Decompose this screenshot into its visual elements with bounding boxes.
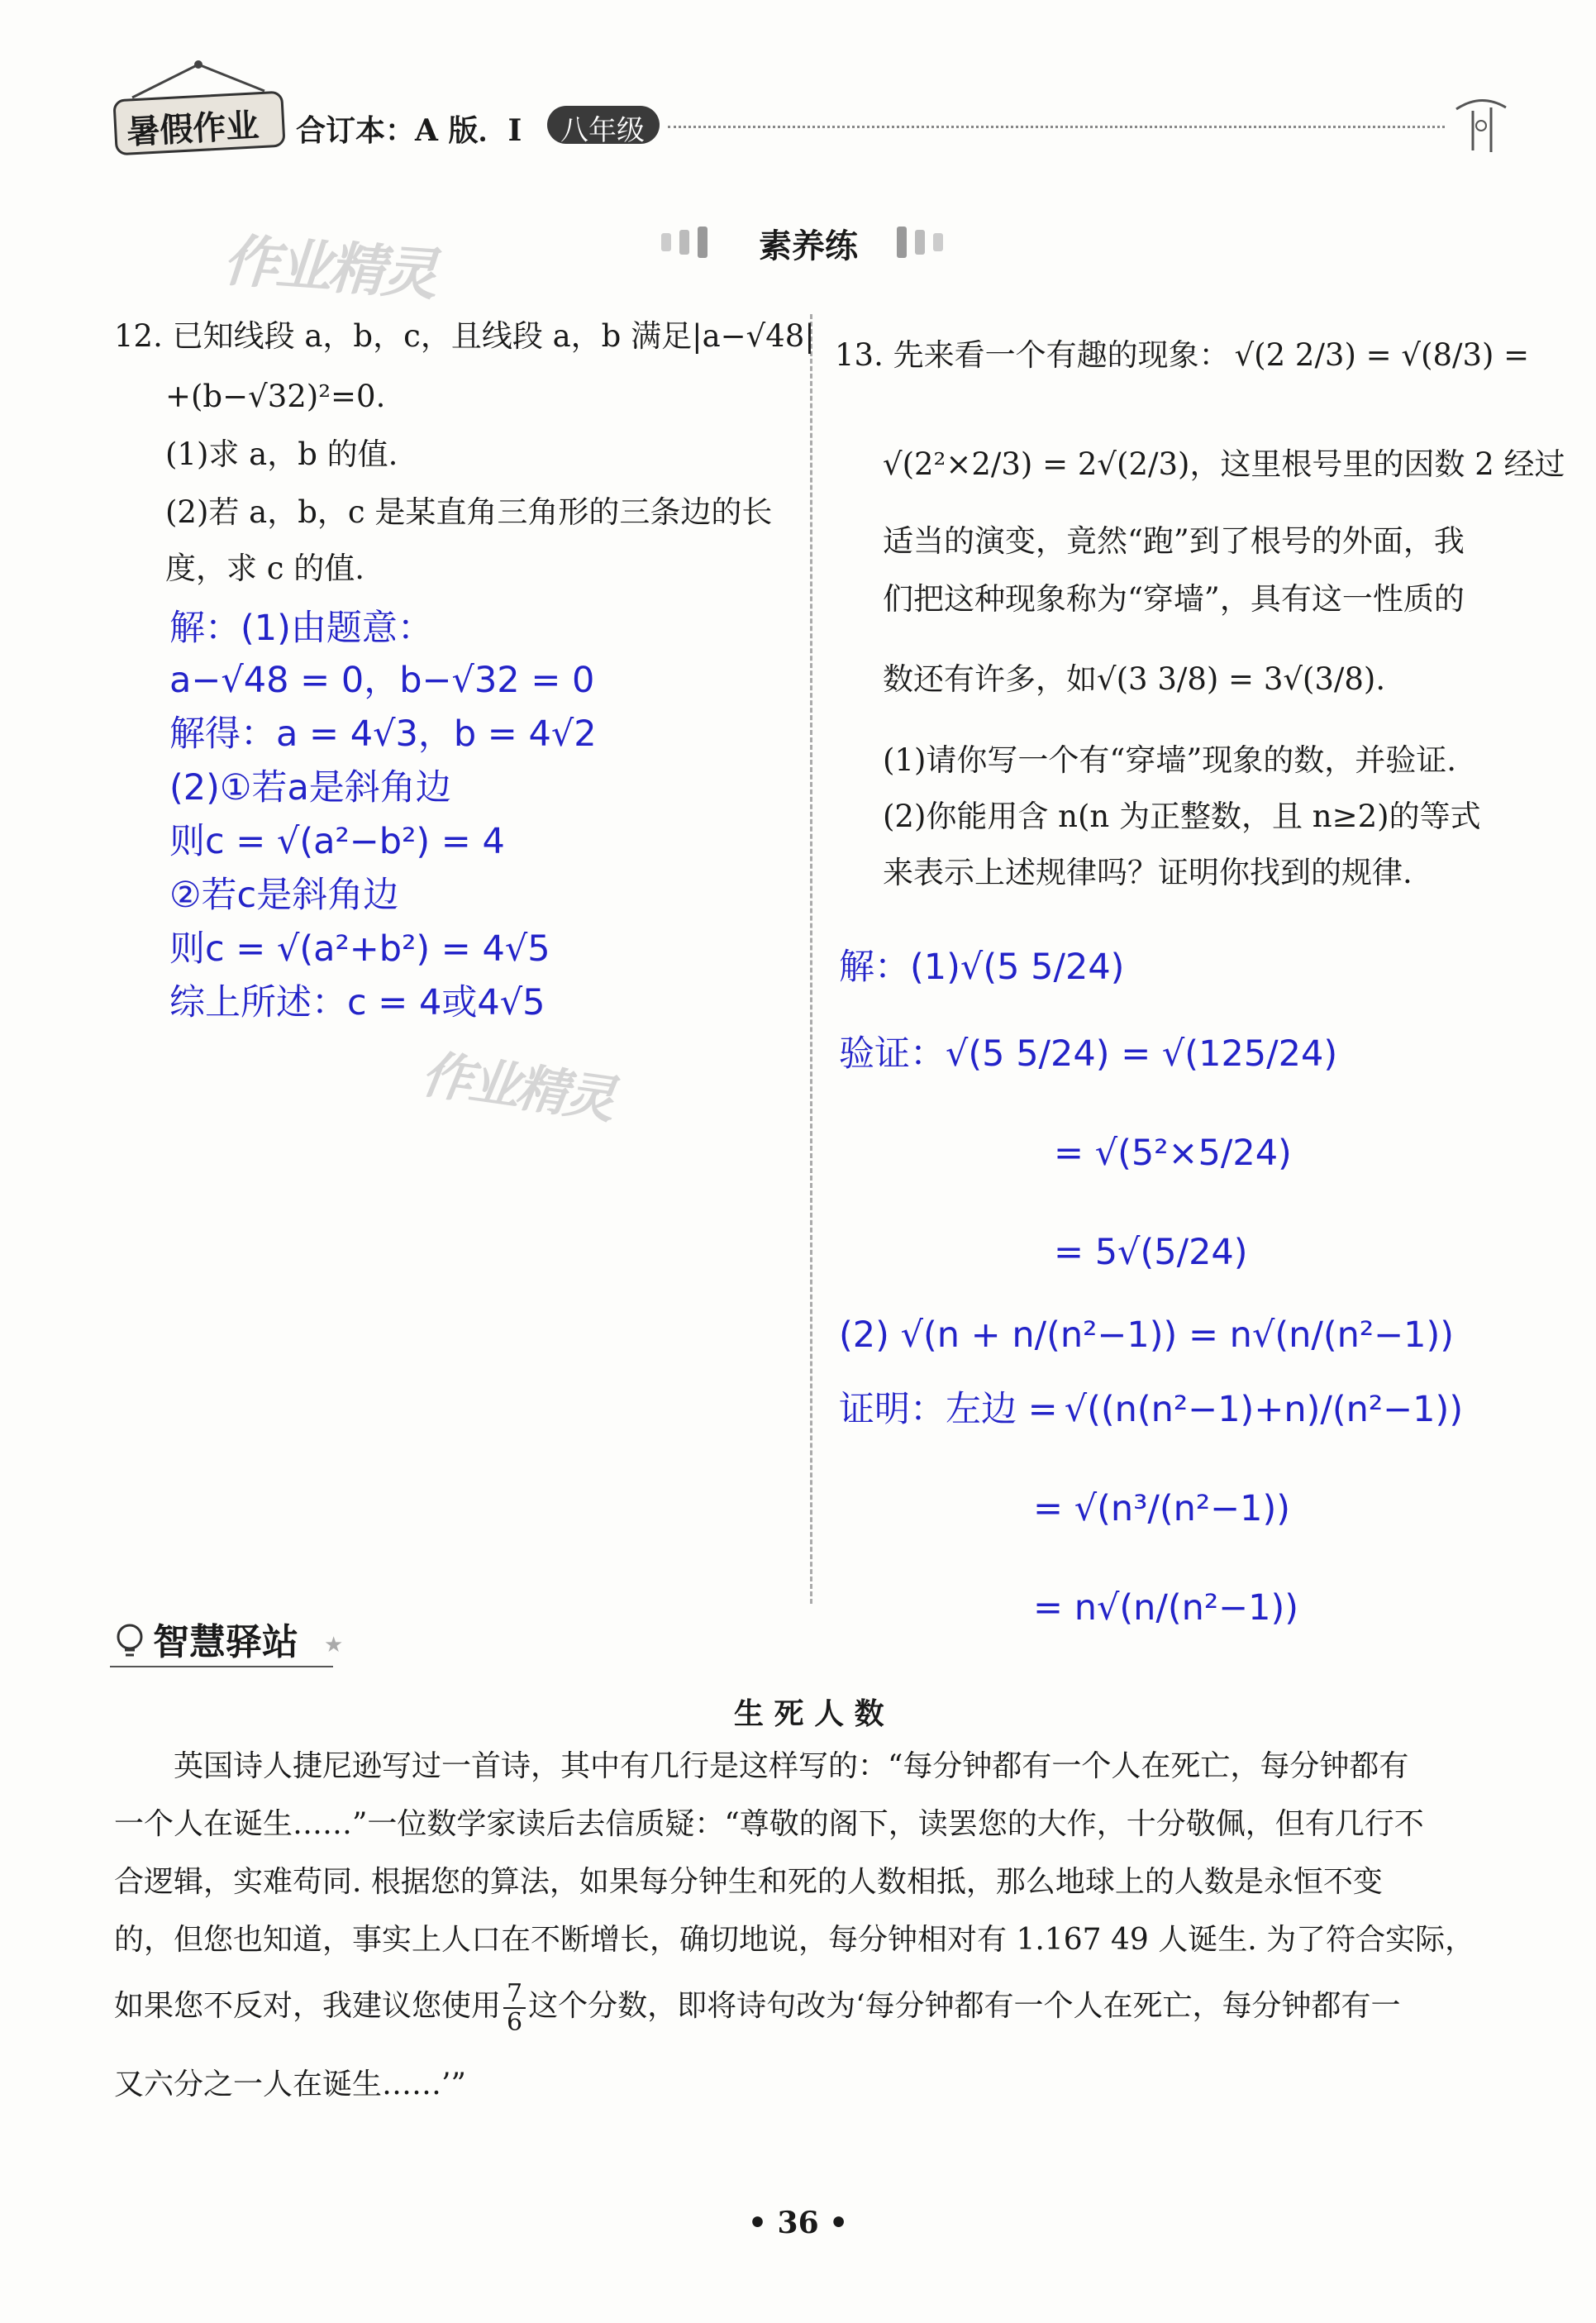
q13-proof-line1: 证明：左边 = √((n(n²−1)+n)/(n²−1)) — [839, 1389, 1464, 1430]
wisdom-title: 智慧驿站 — [153, 1621, 298, 1663]
q13-verify-line3: = 5√(5/24) — [1054, 1232, 1248, 1273]
section-title: 素养练 — [759, 227, 858, 265]
story-paragraph-line1: 英国诗人捷尼逊写过一首诗，其中有几行是这样写的：“每分钟都有一个人在死亡，每分钟都有 — [174, 1749, 1409, 1783]
q13-part2-answer: (2) √(n + n/(n²−1)) = n√(n/(n²−1)) — [839, 1314, 1455, 1356]
grade-badge: 八年级 — [547, 106, 660, 144]
q12-answer-line5: 则c = √(a²−b²) = 4 — [169, 821, 505, 862]
q13-proof-eq1: √((n(n²−1)+n)/(n²−1)) — [1064, 1389, 1464, 1430]
q12-answer-line2: a−√48 = 0，b−√32 = 0 — [169, 660, 595, 701]
q12-answer-line3: 解得：a = 4√3，b = 4√2 — [169, 713, 597, 755]
header-dotted-line — [668, 126, 1445, 128]
q12-part2b: 度，求 c 的值. — [165, 551, 365, 586]
header-subtitle: 合订本：A 版．I — [296, 113, 522, 148]
corner-logo-icon — [1448, 93, 1514, 159]
q12-line1: 12. 已知线段 a，b，c，且线段 a，b 满足|a−√48| — [114, 318, 815, 354]
q13-line2: √(2²×2/3) = 2√(2/3)，这里根号里的因数 2 经过 — [883, 446, 1565, 482]
story-title: 生 死 人 数 — [734, 1696, 884, 1731]
q12-answer-line8: 综上所述：c = 4或4√5 — [169, 982, 545, 1023]
q13-eq3: √(3 3/8) = 3√(3/8). — [1097, 661, 1386, 697]
q13-verify-line2: = √(5²×5/24) — [1054, 1133, 1292, 1174]
q13-verify-line1: 验证：√(5 5/24) = √(125/24) — [839, 1033, 1338, 1075]
page-number: • 36 • — [748, 2206, 849, 2240]
watermark-middle: 作业精灵 — [417, 1043, 617, 1130]
q13-answer-expr: √(5 5/24) — [960, 947, 1125, 988]
q13-verify-eq1: √(5 5/24) = √(125/24) — [946, 1033, 1338, 1075]
q13-part2a: (2)你能用含 n(n 为正整数，且 n≥2)的等式 — [883, 799, 1481, 834]
q12-answer-line1: 解：(1)由题意： — [169, 608, 433, 649]
q13-proof-line3: = n√(n/(n²−1)) — [1033, 1587, 1299, 1629]
badge-text: 暑假作业 — [126, 107, 260, 152]
section-title-bar — [661, 217, 942, 266]
column-divider — [810, 314, 812, 1604]
fraction-seven-sixths: $\frac{7}{6}$ — [503, 1980, 526, 2036]
story-paragraph-line4: 的，但您也知道，事实上人口在不断增长，确切地说，每分钟相对有 1.167 49 人诞生. 为了符合实际， — [114, 1923, 1475, 1957]
q13-line4: 们把这种现象称为“穿墙”，具有这一性质的 — [883, 581, 1465, 617]
q13-eq2: √(2²×2/3) = 2√(2/3) — [883, 446, 1190, 482]
q13-part1: (1)请你写一个有“穿墙”现象的数，并验证. — [883, 742, 1457, 778]
story-paragraph-line3: 合逻辑，实难苟同. 根据您的算法，如果每分钟生和死的人数相抵，那么地球上的人数是永恒不变 — [114, 1865, 1383, 1899]
story-paragraph-line5: 如果您不反对，我建议您使用 $\frac{7}{6}$ 这个分数，即将诗句改为‘每分钟都有一个人在死亡，每分钟都有一 — [114, 1979, 1401, 2037]
q12-part2a: (2)若 a，b，c 是某直角三角形的三条边的长 — [165, 494, 773, 530]
story-paragraph-line6: 又六分之一人在诞生……’” — [114, 2068, 466, 2101]
q12-line2: +(b−√32)²=0. — [165, 379, 386, 414]
q13-answer-line1: 解：(1)√(5 5/24) — [839, 947, 1125, 988]
story-paragraph-line2: 一个人在诞生……”一位数学家读后去信质疑：“尊敬的阁下，读罢您的大作，十分敬佩，但有几行不 — [114, 1807, 1424, 1841]
watermark-top: 作业精灵 — [221, 228, 437, 308]
q12-answer-line4: (2)①若a是斜角边 — [169, 767, 451, 809]
header-badge — [112, 91, 285, 156]
q13-line3: 适当的演变，竟然“跑”到了根号的外面，我 — [883, 523, 1465, 559]
q13-eq1: √(2 2/3) = √(8/3) = — [1234, 337, 1530, 373]
wisdom-underline — [110, 1666, 333, 1667]
q12-part1: (1)求 a，b 的值. — [165, 436, 398, 472]
lightbulb-icon — [110, 1619, 151, 1668]
q13-part2b: 来表示上述规律吗？证明你找到的规律. — [883, 855, 1413, 890]
q12-answer-line6: ②若c是斜角边 — [169, 875, 399, 916]
q13-line5: 数还有许多，如√(3 3/8) = 3√(3/8). — [883, 661, 1386, 697]
q12-answer-line7: 则c = √(a²+b²) = 4√5 — [169, 928, 550, 970]
q13-proof-line2: = √(n³/(n²−1)) — [1033, 1488, 1291, 1529]
star-icon: ★ — [324, 1633, 344, 1658]
q13-intro-line: 13. 先来看一个有趣的现象： √(2 2/3) = √(8/3) = — [835, 337, 1530, 373]
badge-string-icon — [124, 58, 273, 99]
